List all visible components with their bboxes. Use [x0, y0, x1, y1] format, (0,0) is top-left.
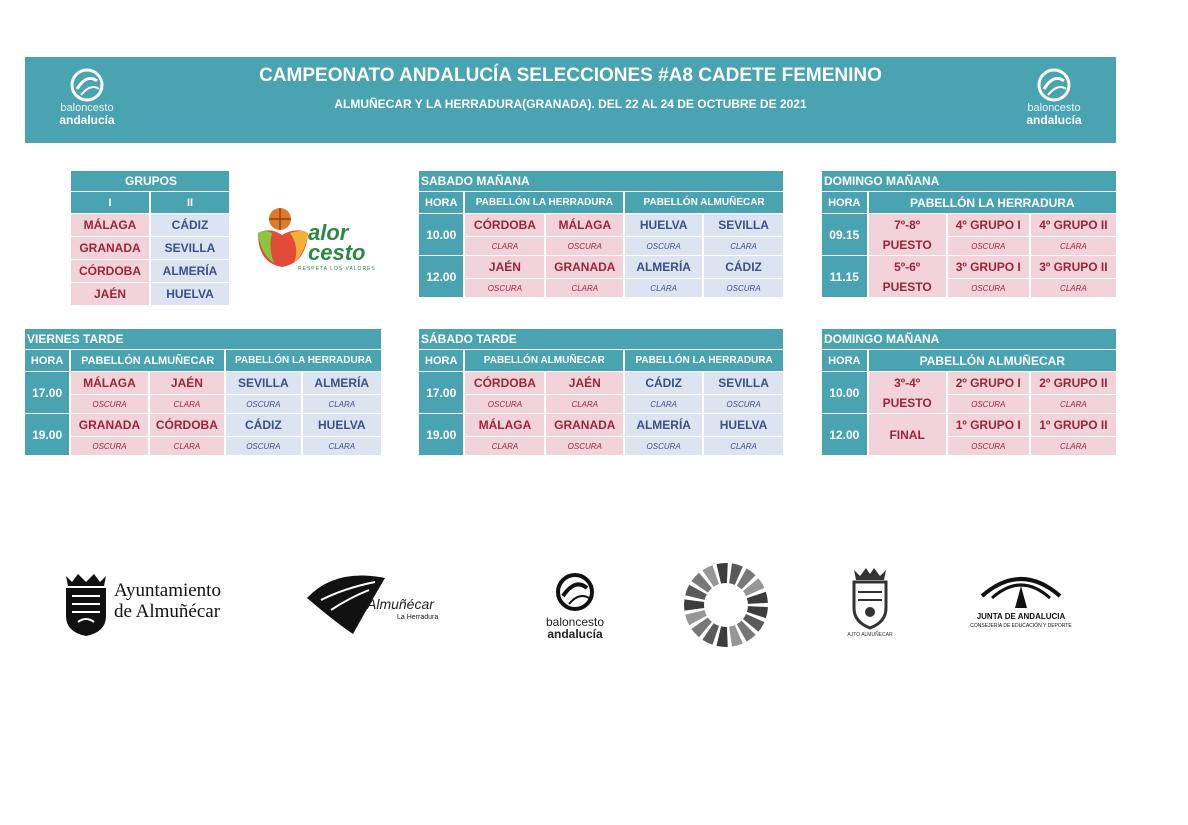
almunecar-subtext: La Herradura	[397, 614, 439, 621]
grupo-team: HUELVA	[151, 283, 229, 305]
domingo-manana-almunecar-table	[820, 328, 1118, 456]
logo-word-baloncesto: baloncesto	[60, 102, 114, 114]
kit-color: OSCURA	[465, 279, 544, 297]
kit-color: CLARA	[625, 279, 702, 297]
team-cell: MÁLAGA	[71, 372, 147, 394]
hora-header: HORA	[822, 192, 867, 213]
kit-color: CLARA	[150, 395, 224, 413]
basketball-swirl-icon	[553, 572, 597, 612]
team-cell: CÓRDOBA	[465, 372, 544, 394]
team-cell: HUELVA	[704, 414, 783, 436]
page-title: CAMPEONATO ANDALUCÍA SELECCIONES #A8 CADETE FEMENINO	[259, 65, 882, 86]
logo-word-andalucia: andalucía	[59, 113, 115, 127]
venue-header: PABELLÓN LA HERRADURA	[226, 350, 381, 371]
venue-header: PABELLÓN LA HERRADURA	[625, 350, 783, 371]
viernes-tarde-title: VIERNES TARDE	[25, 329, 381, 349]
valorcesto-subtext: RESPETA LOS VALORES	[298, 266, 376, 272]
sabado-manana-title: SABADO MAÑANA	[419, 171, 783, 191]
grupo-team: MÁLAGA	[71, 214, 149, 236]
placement-label: PUESTO	[882, 279, 932, 294]
kit-color: CLARA	[303, 437, 381, 455]
kit-color: CLARA	[546, 395, 623, 413]
venue-header: PABELLÓN LA HERRADURA	[869, 192, 1116, 213]
placement-cell	[869, 214, 946, 255]
grupo-team: CÓRDOBA	[71, 260, 149, 282]
team-cell: ALMERÍA	[303, 372, 381, 394]
domingo-manana-title: DOMINGO MAÑANA	[822, 171, 1116, 191]
junta-de-andalucia-logo	[966, 568, 1076, 634]
header-banner	[25, 57, 1116, 143]
junta-arch-icon	[966, 568, 1076, 610]
ayuntamiento-text	[114, 580, 221, 622]
grupos-table	[69, 170, 231, 306]
logo-word-andalucia: andalucía	[1026, 113, 1082, 127]
ajto-almunecar-crest-logo	[842, 566, 898, 640]
domingo-manana-title: DOMINGO MAÑANA	[822, 329, 1116, 349]
ayuntamiento-line: Ayuntamiento	[114, 580, 221, 601]
team-cell: JAÉN	[465, 256, 544, 278]
grupo-team: GRANADA	[71, 237, 149, 259]
valorcesto-text: alor cesto	[308, 220, 366, 265]
team-cell: 4º GRUPO I	[948, 214, 1029, 236]
placement-label: 7º-8º	[894, 217, 921, 232]
kit-color: OSCURA	[948, 237, 1029, 255]
team-cell: MÁLAGA	[546, 214, 623, 236]
placement-label: FINAL	[889, 427, 925, 442]
kit-color: CLARA	[465, 237, 544, 255]
placement-cell	[869, 256, 946, 297]
kit-color: CLARA	[1031, 237, 1116, 255]
match-time: 11.15	[822, 256, 867, 297]
kit-color: OSCURA	[71, 395, 147, 413]
team-cell: 2º GRUPO II	[1031, 372, 1116, 394]
grupo-team: JAÉN	[71, 283, 149, 305]
kit-color: CLARA	[303, 395, 381, 413]
team-cell: SEVILLA	[704, 372, 783, 394]
almunecar-text: Almuñécar	[367, 596, 434, 612]
coat-of-arms-icon	[62, 572, 110, 638]
match-time: 09.15	[822, 214, 867, 255]
team-cell: SEVILLA	[704, 214, 783, 236]
team-cell: JAÉN	[150, 372, 224, 394]
hora-header: HORA	[419, 350, 463, 371]
kit-color: CLARA	[1031, 437, 1116, 455]
kit-color: OSCURA	[71, 437, 147, 455]
placement-label: PUESTO	[882, 395, 932, 410]
venue-header: PABELLÓN ALMUÑECAR	[625, 192, 783, 213]
grupos-title: GRUPOS	[71, 171, 229, 191]
sabado-tarde-table	[417, 328, 785, 456]
venue-header: PABELLÓN LA HERRADURA	[465, 192, 623, 213]
team-cell: SEVILLA	[226, 372, 300, 394]
ayuntamiento-almunecar-logo	[62, 572, 272, 638]
team-cell: 1º GRUPO II	[1031, 414, 1116, 436]
team-cell: GRANADA	[71, 414, 147, 436]
wheel-segment	[717, 626, 728, 647]
grupo-header-2: II	[151, 192, 229, 213]
footer-logo-word-andalucia: andalucía	[547, 627, 603, 641]
grupo-team: SEVILLA	[151, 237, 229, 259]
match-time: 10.00	[822, 372, 867, 413]
team-cell: MÁLAGA	[465, 414, 544, 436]
kit-color: OSCURA	[465, 395, 544, 413]
kit-color: OSCURA	[625, 437, 702, 455]
team-cell: 3º GRUPO II	[1031, 256, 1116, 278]
placement-cell	[869, 372, 946, 413]
grupo-team: CÁDIZ	[151, 214, 229, 236]
junta-subtitle: CONSEJERÍA DE EDUCACIÓN Y DEPORTE	[970, 623, 1072, 629]
match-time: 12.00	[822, 414, 867, 455]
baloncesto-andalucia-footer-logo	[533, 570, 617, 642]
match-time: 17.00	[25, 372, 69, 413]
logo-word-baloncesto: baloncesto	[1027, 102, 1081, 114]
match-time: 10.00	[419, 214, 463, 255]
kit-color: OSCURA	[948, 395, 1029, 413]
ajto-almunecar-text: AJTO ALMUÑECAR	[847, 632, 893, 638]
team-cell: 4º GRUPO II	[1031, 214, 1116, 236]
sabado-manana-table	[417, 170, 785, 298]
kit-color: OSCURA	[948, 279, 1029, 297]
team-cell: CÁDIZ	[704, 256, 783, 278]
valorcesto-logo	[250, 203, 400, 275]
team-cell: CÁDIZ	[625, 372, 702, 394]
almunecar-la-herradura-logo	[305, 572, 470, 638]
hora-header: HORA	[25, 350, 69, 371]
venue-header: PABELLÓN ALMUÑECAR	[869, 350, 1116, 371]
basketball-swirl-icon	[1034, 67, 1074, 103]
team-cell: CÁDIZ	[226, 414, 300, 436]
team-cell: 1º GRUPO I	[948, 414, 1029, 436]
page-subtitle: ALMUÑECAR Y LA HERRADURA(GRANADA). DEL 22 AL 24 DE OCTUBRE DE 2021	[334, 97, 807, 111]
kit-color: CLARA	[625, 395, 702, 413]
team-cell: HUELVA	[625, 214, 702, 236]
kit-color: OSCURA	[226, 437, 300, 455]
team-cell: 3º GRUPO I	[948, 256, 1029, 278]
hora-header: HORA	[822, 350, 867, 371]
baloncesto-andalucia-logo-right	[1014, 67, 1094, 133]
placement-cell	[869, 414, 946, 455]
placement-label: PUESTO	[882, 237, 932, 252]
kit-color: OSCURA	[546, 437, 623, 455]
junta-title: JUNTA DE ANDALUCIA	[976, 612, 1066, 621]
grupo-header-1: I	[71, 192, 149, 213]
kit-color: OSCURA	[704, 279, 783, 297]
sustainable-goals-wheel-logo	[678, 561, 774, 649]
team-cell: CÓRDOBA	[150, 414, 224, 436]
sdg-wheel-icon	[678, 561, 774, 649]
kit-color: OSCURA	[625, 237, 702, 255]
kit-color: CLARA	[465, 437, 544, 455]
grupo-team: ALMERÍA	[151, 260, 229, 282]
match-time: 12.00	[419, 256, 463, 297]
kit-color: CLARA	[1031, 279, 1116, 297]
team-cell: ALMERÍA	[625, 414, 702, 436]
team-cell: 2º GRUPO I	[948, 372, 1029, 394]
kit-color: CLARA	[704, 237, 783, 255]
placement-label: 5º-6º	[894, 259, 921, 274]
team-cell: GRANADA	[546, 256, 623, 278]
kit-color: OSCURA	[948, 437, 1029, 455]
ayuntamiento-line: de Almuñécar	[114, 601, 221, 622]
viernes-tarde-table	[23, 328, 383, 456]
venue-header: PABELLÓN ALMUÑECAR	[71, 350, 224, 371]
wheel-segment	[717, 563, 728, 584]
kit-color: CLARA	[546, 279, 623, 297]
domingo-manana-herradura-table	[820, 170, 1118, 298]
match-time: 19.00	[25, 414, 69, 455]
kit-color: OSCURA	[226, 395, 300, 413]
kit-color: OSCURA	[546, 237, 623, 255]
team-cell: GRANADA	[546, 414, 623, 436]
match-time: 19.00	[419, 414, 463, 455]
hora-header: HORA	[419, 192, 463, 213]
kit-color: OSCURA	[704, 395, 783, 413]
crest-icon	[842, 566, 898, 630]
team-cell: ALMERÍA	[625, 256, 702, 278]
venue-header: PABELLÓN ALMUÑECAR	[465, 350, 623, 371]
kit-color: CLARA	[150, 437, 224, 455]
sabado-tarde-title: SÁBADO TARDE	[419, 329, 783, 349]
team-cell: JAÉN	[546, 372, 623, 394]
kit-color: CLARA	[704, 437, 783, 455]
match-time: 17.00	[419, 372, 463, 413]
footer-logo-word-baloncesto: baloncesto	[545, 615, 605, 629]
wheel-segment	[684, 599, 704, 610]
team-cell: HUELVA	[303, 414, 381, 436]
team-cell: CÓRDOBA	[465, 214, 544, 236]
placement-label: 3º-4º	[894, 375, 921, 390]
kit-color: CLARA	[1031, 395, 1116, 413]
